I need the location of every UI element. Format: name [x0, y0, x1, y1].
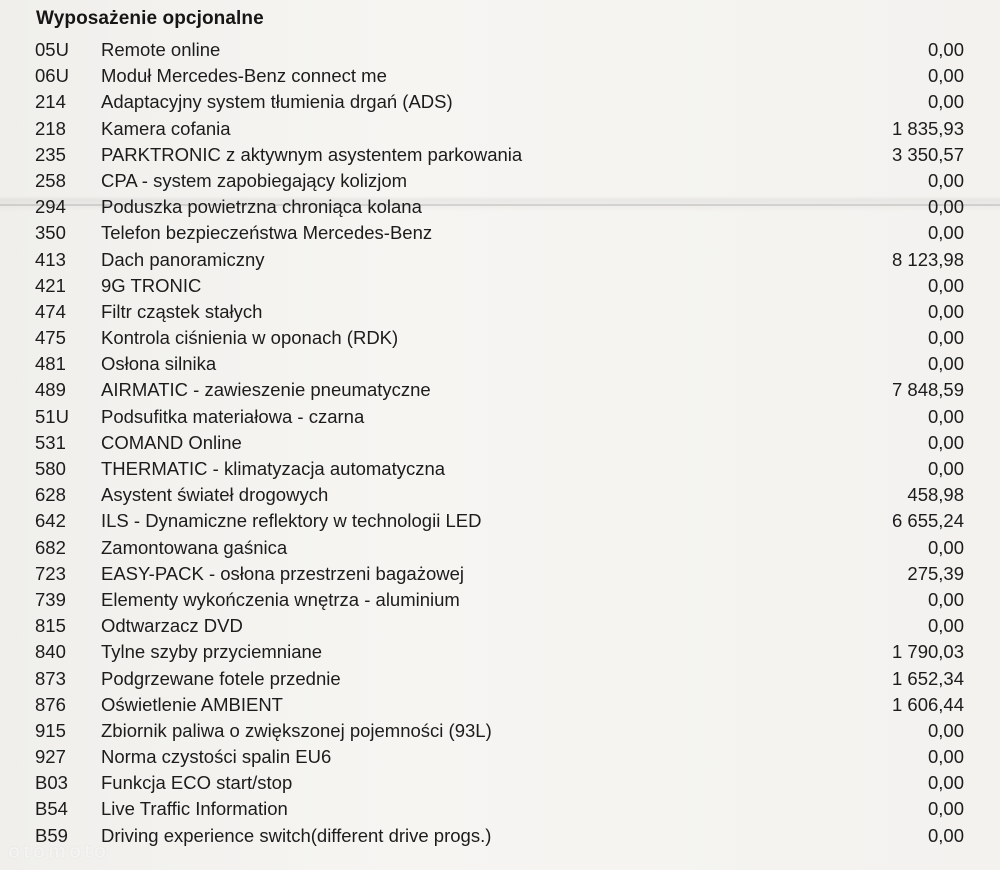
option-price: 0,00 — [927, 431, 964, 453]
option-description: Live Traffic Information — [101, 798, 288, 820]
list-item — [0, 168, 1000, 194]
list-item — [0, 639, 1000, 665]
option-code: 873 — [35, 667, 66, 689]
option-description: Kontrola ciśnienia w oponach (RDK) — [101, 327, 399, 349]
option-description: Osłona silnika — [101, 353, 217, 375]
option-price: 1 835,93 — [891, 117, 964, 139]
option-description: Dach panoramiczny — [101, 248, 265, 270]
list-item — [0, 456, 1000, 482]
list-item — [0, 325, 1000, 351]
option-description: Zamontowana gaśnica — [101, 536, 288, 558]
option-code: 51U — [35, 405, 69, 427]
option-price: 0,00 — [927, 588, 964, 610]
option-code: 840 — [35, 641, 66, 663]
option-code: B03 — [35, 772, 68, 794]
option-code: 723 — [35, 562, 66, 584]
option-description: AIRMATIC - zawieszenie pneumatyczne — [101, 379, 431, 401]
option-description: Oświetlenie AMBIENT — [101, 693, 283, 715]
option-code: 531 — [35, 431, 66, 453]
option-price: 0,00 — [927, 169, 964, 191]
option-description: Funkcja ECO start/stop — [101, 772, 293, 794]
option-price: 0,00 — [927, 458, 964, 479]
option-price: 1 790,03 — [891, 641, 964, 663]
option-price: 7 848,59 — [891, 379, 964, 401]
option-description: Adaptacyjny system tłumienia drgań (ADS) — [101, 91, 453, 113]
option-description: Podgrzewane fotele przednie — [101, 667, 341, 689]
option-description: ILS - Dynamiczne reflektory w technologii LED — [101, 510, 482, 532]
option-code: 06U — [35, 65, 69, 87]
option-price: 0,00 — [927, 824, 964, 846]
list-item — [0, 561, 1000, 587]
option-description: Zbiornik paliwa o zwiększonej pojemności (93L) — [101, 719, 492, 741]
option-price: 6 655,24 — [891, 510, 964, 532]
option-price: 275,39 — [907, 562, 964, 584]
list-item — [0, 273, 1000, 299]
option-description: 9G TRONIC — [101, 274, 202, 296]
option-code: 580 — [35, 458, 66, 479]
option-price: 0,00 — [927, 300, 964, 322]
watermark-logo: otomoto — [8, 841, 109, 863]
option-code: 294 — [35, 196, 66, 218]
option-code: 915 — [35, 719, 66, 741]
option-code: 258 — [35, 169, 66, 191]
list-item — [0, 142, 1000, 168]
option-code: 421 — [35, 274, 66, 296]
option-description: Filtr cząstek stałych — [101, 300, 263, 322]
option-description: Remote online — [101, 39, 221, 60]
option-price: 0,00 — [927, 615, 964, 637]
option-price: 0,00 — [927, 39, 964, 60]
list-item — [0, 744, 1000, 770]
option-code: B59 — [35, 824, 68, 846]
list-item — [0, 430, 1000, 456]
option-description: Kamera cofania — [101, 117, 231, 139]
list-item — [0, 666, 1000, 692]
option-code: 876 — [35, 693, 66, 715]
option-price: 0,00 — [927, 772, 964, 794]
option-code: 214 — [35, 91, 66, 113]
option-price: 3 350,57 — [891, 143, 964, 165]
option-price: 0,00 — [927, 719, 964, 741]
option-code: 642 — [35, 510, 66, 532]
list-item — [0, 220, 1000, 246]
option-description: Odtwarzacz DVD — [101, 615, 243, 637]
option-price: 0,00 — [927, 746, 964, 768]
option-price: 0,00 — [927, 405, 964, 427]
list-item — [0, 351, 1000, 377]
option-code: 927 — [35, 746, 66, 768]
option-price: 458,98 — [907, 484, 964, 506]
list-item — [0, 63, 1000, 89]
option-code: 413 — [35, 248, 66, 270]
option-price: 0,00 — [927, 65, 964, 87]
list-item — [0, 299, 1000, 325]
option-description: Tylne szyby przyciemniane — [101, 641, 323, 663]
option-code: 481 — [35, 353, 66, 375]
list-item — [0, 692, 1000, 718]
option-description: Podsufitka materiałowa - czarna — [101, 405, 365, 427]
list-item — [0, 194, 1000, 220]
option-code: B54 — [35, 798, 68, 820]
option-price: 0,00 — [927, 91, 964, 113]
list-item — [0, 37, 1000, 63]
option-description: Poduszka powietrzna chroniąca kolana — [101, 196, 422, 218]
option-description: Norma czystości spalin EU6 — [101, 746, 332, 768]
list-item — [0, 404, 1000, 430]
option-price: 1 652,34 — [891, 667, 964, 689]
option-code: 475 — [35, 327, 66, 349]
option-description: Telefon bezpieczeństwa Mercedes-Benz — [101, 222, 433, 244]
list-item — [0, 718, 1000, 744]
option-description: Asystent świateł drogowych — [101, 484, 329, 506]
option-description: EASY-PACK - osłona przestrzeni bagażowej — [101, 562, 464, 584]
option-price: 0,00 — [927, 274, 964, 296]
option-description: Moduł Mercedes-Benz connect me — [101, 65, 387, 87]
list-item — [0, 613, 1000, 639]
list-item — [0, 770, 1000, 796]
option-description: Elementy wykończenia wnętrza - aluminium — [101, 588, 460, 610]
list-item — [0, 247, 1000, 273]
section-heading: Wyposażenie opcjonalne — [36, 8, 264, 29]
option-price: 0,00 — [927, 798, 964, 820]
option-code: 739 — [35, 588, 66, 610]
option-description: PARKTRONIC z aktywnym asystentem parkowania — [101, 143, 523, 165]
option-price: 0,00 — [927, 353, 964, 375]
option-price: 0,00 — [927, 536, 964, 558]
equipment-list — [0, 37, 1000, 849]
list-item — [0, 508, 1000, 534]
list-item — [0, 823, 1000, 849]
option-price: 8 123,98 — [891, 248, 964, 270]
option-code: 350 — [35, 222, 66, 244]
list-item — [0, 535, 1000, 561]
option-code: 474 — [35, 300, 66, 322]
list-item — [0, 89, 1000, 115]
option-description: COMAND Online — [101, 431, 242, 453]
list-item — [0, 482, 1000, 508]
option-price: 0,00 — [927, 196, 964, 218]
option-price: 0,00 — [927, 222, 964, 244]
option-price: 0,00 — [927, 327, 964, 349]
option-description: Driving experience switch(different drive progs.) — [101, 824, 492, 846]
option-description: CPA - system zapobiegający kolizjom — [101, 169, 408, 191]
option-code: 235 — [35, 143, 66, 165]
option-code: 05U — [35, 39, 69, 60]
list-item — [0, 377, 1000, 403]
list-item — [0, 116, 1000, 142]
option-code: 682 — [35, 536, 66, 558]
list-item — [0, 796, 1000, 822]
option-code: 628 — [35, 484, 66, 506]
option-code: 218 — [35, 117, 66, 139]
option-code: 815 — [35, 615, 66, 637]
option-code: 489 — [35, 379, 66, 401]
option-price: 1 606,44 — [891, 693, 964, 715]
option-description: THERMATIC - klimatyzacja automatyczna — [101, 458, 446, 479]
list-item — [0, 587, 1000, 613]
